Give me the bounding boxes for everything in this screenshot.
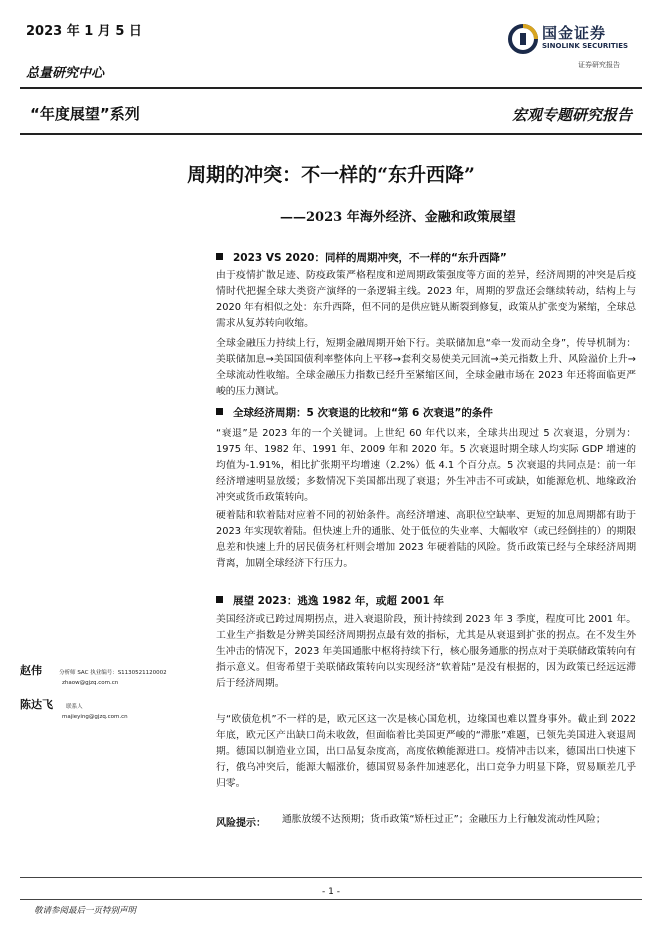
risk-label: 风险提示： [216, 818, 266, 829]
section-heading-3 [216, 593, 444, 608]
analyst-title: 分析师 SAC 执业编号：S1130521120002 [59, 670, 167, 676]
bullet-square-icon [216, 408, 223, 415]
department-name: 总量研究中心 [26, 66, 105, 81]
bullet-square-icon [216, 596, 223, 603]
footer-divider [20, 877, 642, 878]
report-title: 周期的冲突：不一样的“东升西降” [187, 164, 475, 186]
page-number: - 1 - [322, 887, 340, 897]
paragraph: 美国经济或已跨过周期拐点，进入衰退阶段，预计持续到 2023 年 3 季度，程度可比 2001 年。工业生产指数是分辨美国经济周期拐点最有效的指标，尤其是从衰退到扩张的拐点。在不发生外生冲击的情况下，2023 年美国通胀中枢将持续下行，核心服务通胀的拐点对于美联储政策转向有指示意义。但寄希望于美联储政策转向以实现经济“软着陆”是没有根据的，因为政策已经远远滞后于经济周期。 [216, 614, 636, 689]
section-heading-text: 全球经济周期：5 次衰退的比较和“第 6 次衰退”的条件 [233, 407, 493, 419]
bullet-square-icon [216, 253, 223, 260]
analyst-name: 陈达飞 [20, 698, 53, 711]
report-date: 2023 年 1 月 5 日 [26, 24, 142, 39]
logo-text-cn: 国金证券 [542, 24, 607, 42]
report-subtitle: ——2023 年海外经济、金融和政策展望 [280, 210, 516, 225]
analyst-card [20, 659, 167, 686]
paragraph: “衰退”是 2023 年的一个关键词。上世纪 60 年代以来，全球共出现过 5 次衰退，分别为：1975 年、1982 年、1991 年、2009 年和 2020 年。5 次衰退时期全球人均实际 GDP 增速的均值为-1.91%，相比扩张期平均增速（2.2%）低 4.1 个百分点。5 次衰退的共同点是：前一年经济增速明显放缓；多数情况下美国都出现了衰退；外生冲击不可或缺，如能源危机、地缘政治冲突或货币政策转向。 [216, 428, 636, 503]
section-heading-text: 2023 VS 2020：同样的周期冲突，不一样的“东升西降” [233, 252, 507, 264]
header-divider [20, 87, 642, 89]
logo-mark-icon [508, 24, 538, 54]
logo-subtitle: 证券研究报告 [578, 61, 620, 69]
section-heading-2 [216, 405, 493, 420]
logo-text-en: SINOLINK SECURITIES [542, 42, 629, 50]
series-name: “年度展望”系列 [30, 105, 140, 123]
header-divider-lower [20, 133, 642, 135]
analyst-email[interactable]: majieying@gjzq.com.cn [62, 714, 128, 720]
analyst-email[interactable]: zhaow@gjzq.com.cn [62, 680, 119, 686]
report-type: 宏观专题研究报告 [511, 106, 632, 124]
paragraph: 与“欧债危机”不一样的是，欧元区这一次是核心国危机，边缘国也难以置身事外。截止到 2022 年底，欧元区产出缺口尚未收敛，但面临着比美国更严峻的“滞胀”难题，已领先美国进入衰退周期。德国以制造业立国，出口品复杂度高，高度依赖能源进口。疫情冲击以来，德国出口快速下行，俄乌冲突后，能源大幅涨价，德国贸易条件加速恶化，出口竞争力明显下降，贸易顺差几乎归零。 [216, 714, 636, 789]
analyst-card [20, 693, 128, 720]
analyst-title: 联系人 [66, 704, 83, 710]
footer-disclaimer[interactable]: 敬请参阅最后一页特别声明 [34, 906, 137, 916]
analyst-name: 赵伟 [20, 664, 42, 677]
section-heading-1 [216, 250, 507, 265]
section-heading-text: 展望 2023：逃逸 1982 年，或超 2001 年 [233, 595, 444, 607]
paragraph: 由于疫情扩散足迹、防疫政策严格程度和逆周期政策强度等方面的差异，经济周期的冲突是后疫情时代把握全球大类资产演绎的一条逻辑主线。2023 年，周期的罗盘还会继续转动，结构上与 2020 年有相似之处：东升西降，但不同的是供应链从断裂到修复，政策从扩张变为紧缩，全球总需求从复苏转向收缩。 [216, 270, 636, 329]
footer-divider-lower [20, 899, 642, 900]
paragraph: 全球金融压力持续上行，短期金融周期开始下行。美联储加息“牵一发而动全身”，传导机制为：美联储加息→美国国债利率整体向上平移→套利交易使美元回流→美元指数上升、风险溢价上升→全球流动性收缩。全球金融压力指数已经升至紧缩区间，全球金融市场在 2023 年还将面临更严峻的压力测试。 [216, 338, 636, 397]
company-logo [508, 20, 634, 62]
risk-text: 通胀放缓不达预期；货币政策“矫枉过正”；金融压力上行触发流动性风险； [282, 814, 606, 825]
paragraph: 硬着陆和软着陆对应着不同的初始条件。高经济增速、高职位空缺率、更短的加息周期都有助于 2023 年实现软着陆。但快速上升的通胀、处于低位的失业率、大幅收窄（或已经倒挂的）的期限息差和快速上升的居民债务杠杆则会增加 2023 年硬着陆的风险。货币政策已经与全球经济周期背离，加剧全球经济下行压力。 [216, 510, 636, 569]
